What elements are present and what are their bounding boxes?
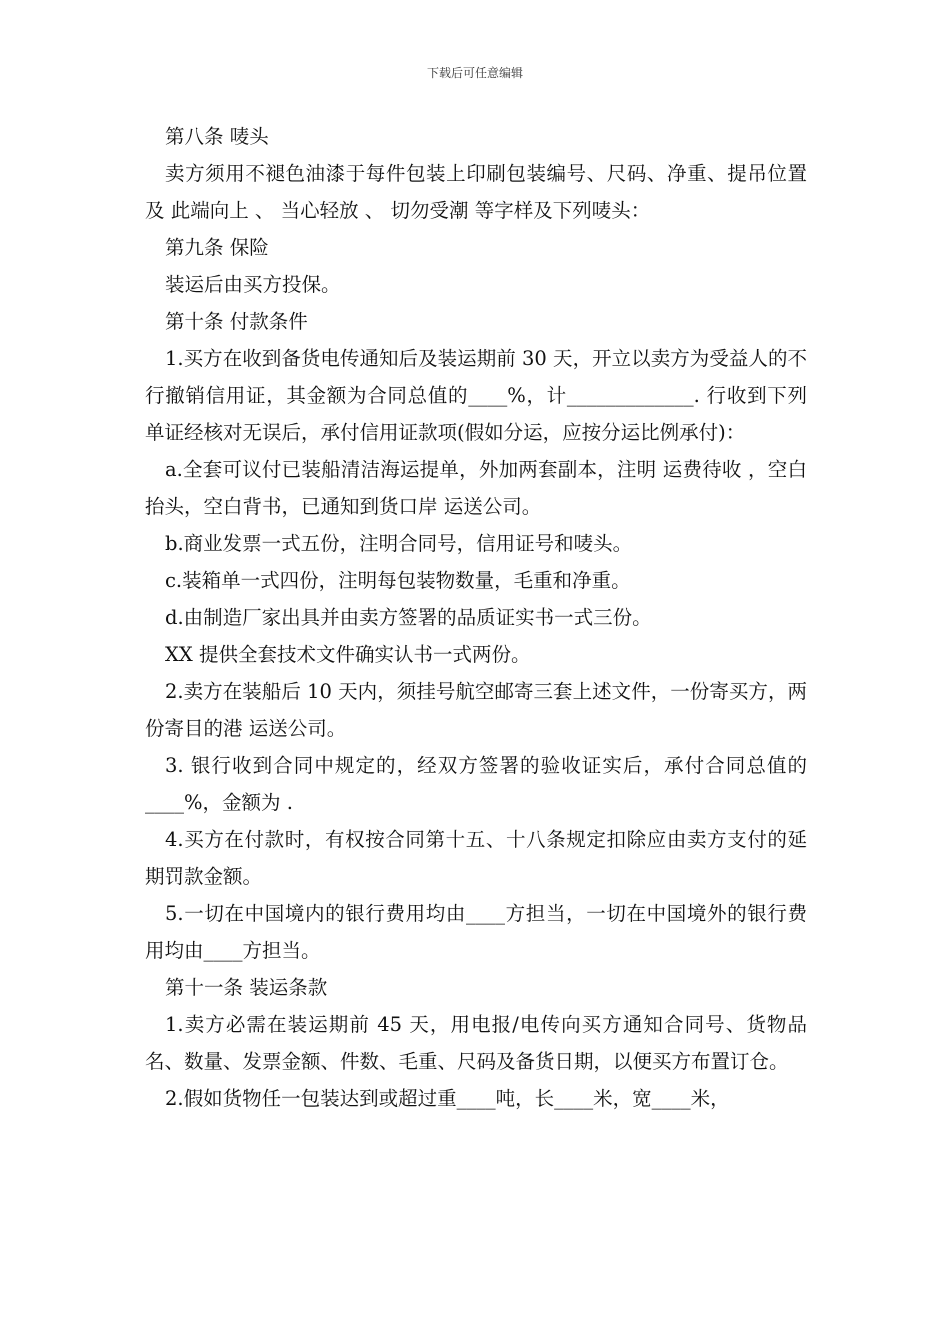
article-10-item-c: c.装箱单一式四份，注明每包装物数量，毛重和净重。 [165,569,631,592]
article-10-title: 第十条 付款条件 [165,310,308,333]
article-10-item-d: d.由制造厂家出具并由卖方签署的品质证实书一式三份。 [165,606,652,629]
article-8-body: 卖方须用不褪色油漆于每件包装上印刷包装编号、尺码、净重、提吊位置及 此端向上 、 当心轻放 、 切勿受潮 等字样及下列唛头： [145,162,807,222]
article-10-item-5: 5.一切在中国境内的银行费用均由____方担当，一切在中国境外的银行费用均由____方担当。 [145,902,807,962]
article-10-item-2: 2.卖方在装船后 10 天内，须挂号航空邮寄三套上述文件，一份寄买方，两份寄目的港 运送公司。 [145,680,807,740]
article-10-item-b: b.商业发票一式五份，注明合同号，信用证号和唛头。 [165,532,633,555]
article-11-item-1: 1.卖方必需在装运期前 45 天，用电报/电传向买方通知合同号、货物品名、数量、发票金额、件数、毛重、尺码及备货日期，以便买方布置订仓。 [145,1013,807,1073]
article-8-title: 第八条 唛头 [165,125,269,148]
page-header: 下载后可任意编辑 [426,66,523,80]
article-10-item-4: 4.买方在付款时，有权按合同第十五、十八条规定扣除应由卖方支付的延期罚款金额。 [145,828,807,888]
article-10-item-1: 1.买方在收到备货电传通知后及装运期前 30 天，开立以卖方为受益人的不行撤销信用证，其金额为合同总值的____%，计_____________. 行收到下列单证经核对无误后，承付信用证款项(假如分运，应按分运比例承付)： [145,347,807,444]
article-9-title: 第九条 保险 [165,236,269,259]
article-10-item-3: 3. 银行收到合同中规定的，经双方签署的验收证实后，承付合同总值的____%，金额为 . [145,754,807,814]
article-10-item-a: a.全套可议付已装船清洁海运提单，外加两套副本，注明 运费待收 ，空白抬头，空白背书，已通知到货口岸 运送公司。 [145,458,807,518]
article-11-title: 第十一条 装运条款 [165,976,328,999]
article-10-item-xx: XX 提供全套技术文件确实认书一式两份。 [165,643,531,666]
article-11-item-2: 2.假如货物任一包装达到或超过重____吨，长____米，宽____米， [165,1087,730,1110]
document-body [145,118,807,1117]
article-9-body: 装运后由买方投保。 [165,273,341,296]
